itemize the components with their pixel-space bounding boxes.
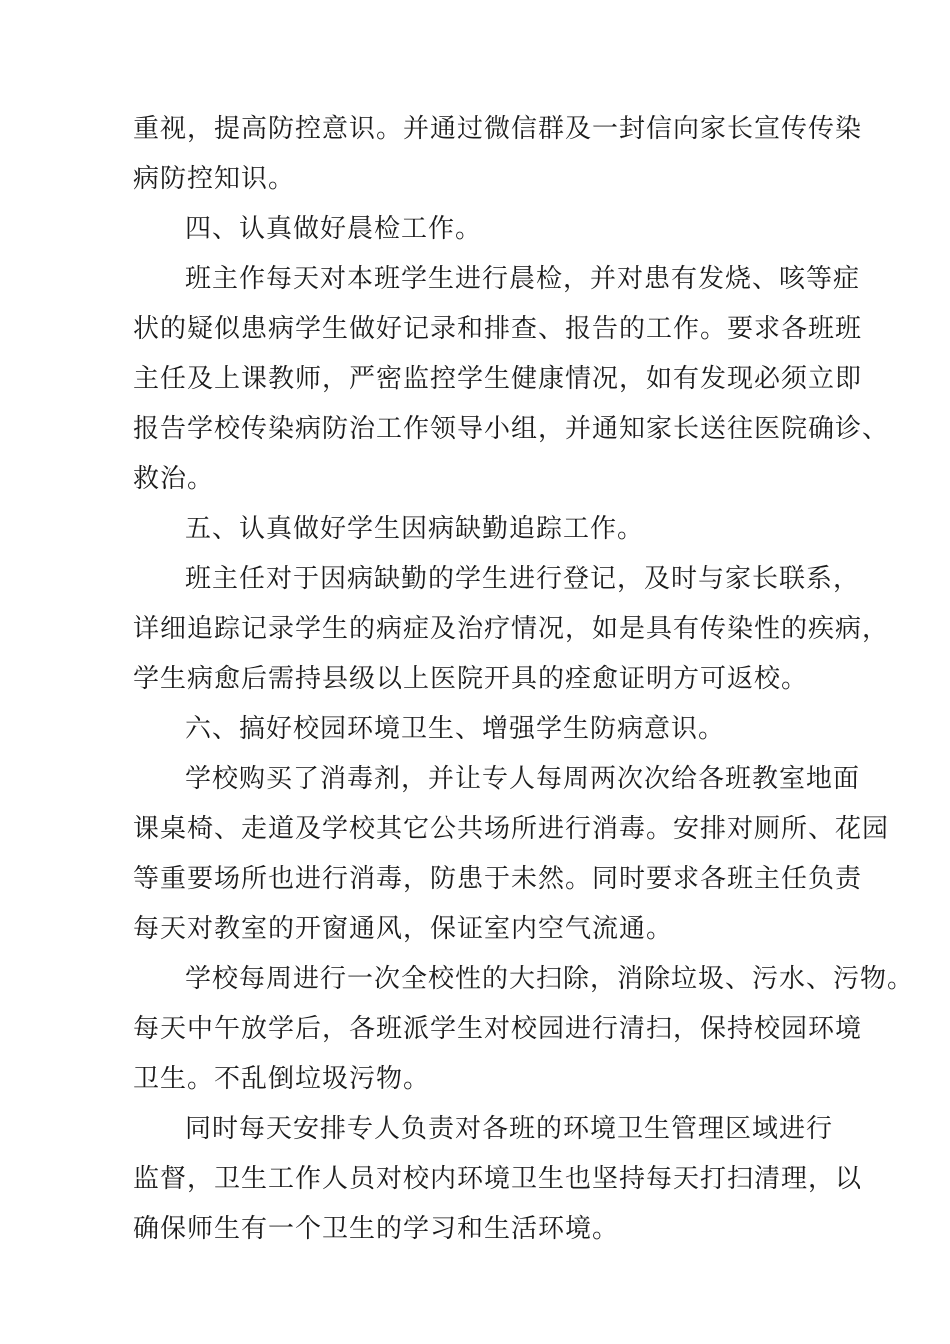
- section-heading-6: 六、搞好校园环境卫生、增强学生防病意识。: [185, 714, 726, 744]
- text-line: 每天中午放学后，各班派学生对校园进行清扫，保持校园环境: [133, 1014, 863, 1044]
- text-line: 主任及上课教师，严密监控学生健康情况，如有发现必须立即: [133, 364, 863, 394]
- text-line: 学校每周进行一次全校性的大扫除，消除垃圾、污水、污物。: [185, 964, 915, 994]
- text-line: 课桌椅、走道及学校其它公共场所进行消毒。安排对厕所、花园: [133, 814, 890, 844]
- text-line: 同时每天安排专人负责对各班的环境卫生管理区域进行: [185, 1114, 834, 1144]
- text-line: 卫生。不乱倒垃圾污物。: [133, 1064, 431, 1094]
- text-line: 学生病愈后需持县级以上医院开具的痊愈证明方可返校。: [133, 664, 809, 694]
- text-line: 救治。: [133, 464, 215, 494]
- document-body: [133, 104, 915, 1254]
- text-line: 重视，提高防控意识。并通过微信群及一封信向家长宣传传染: [133, 114, 863, 144]
- text-line: 报告学校传染病防治工作领导小组，并通知家长送往医院确诊、: [133, 414, 890, 444]
- section-heading-5: 五、认真做好学生因病缺勤追踪工作。: [185, 514, 645, 544]
- text-line: 监督，卫生工作人员对校内环境卫生也坚持每天打扫清理，以: [133, 1164, 863, 1194]
- text-line: 每天对教室的开窗通风，保证室内空气流通。: [133, 914, 674, 944]
- text-line: 状的疑似患病学生做好记录和排查、报告的工作。要求各班班: [133, 314, 863, 344]
- text-line: 确保师生有一个卫生的学习和生活环境。: [133, 1214, 620, 1244]
- text-line: 病防控知识。: [133, 164, 296, 194]
- text-line: 等重要场所也进行消毒，防患于未然。同时要求各班主任负责: [133, 864, 863, 894]
- text-line: 班主任对于因病缺勤的学生进行登记，及时与家长联系，: [185, 564, 861, 594]
- text-line: 班主作每天对本班学生进行晨检，并对患有发烧、咳等症: [185, 264, 861, 294]
- text-line: 学校购买了消毒剂，并让专人每周两次次给各班教室地面: [185, 764, 861, 794]
- section-heading-4: 四、认真做好晨检工作。: [185, 214, 483, 244]
- text-line: 详细追踪记录学生的病症及治疗情况，如是具有传染性的疾病，: [133, 614, 890, 644]
